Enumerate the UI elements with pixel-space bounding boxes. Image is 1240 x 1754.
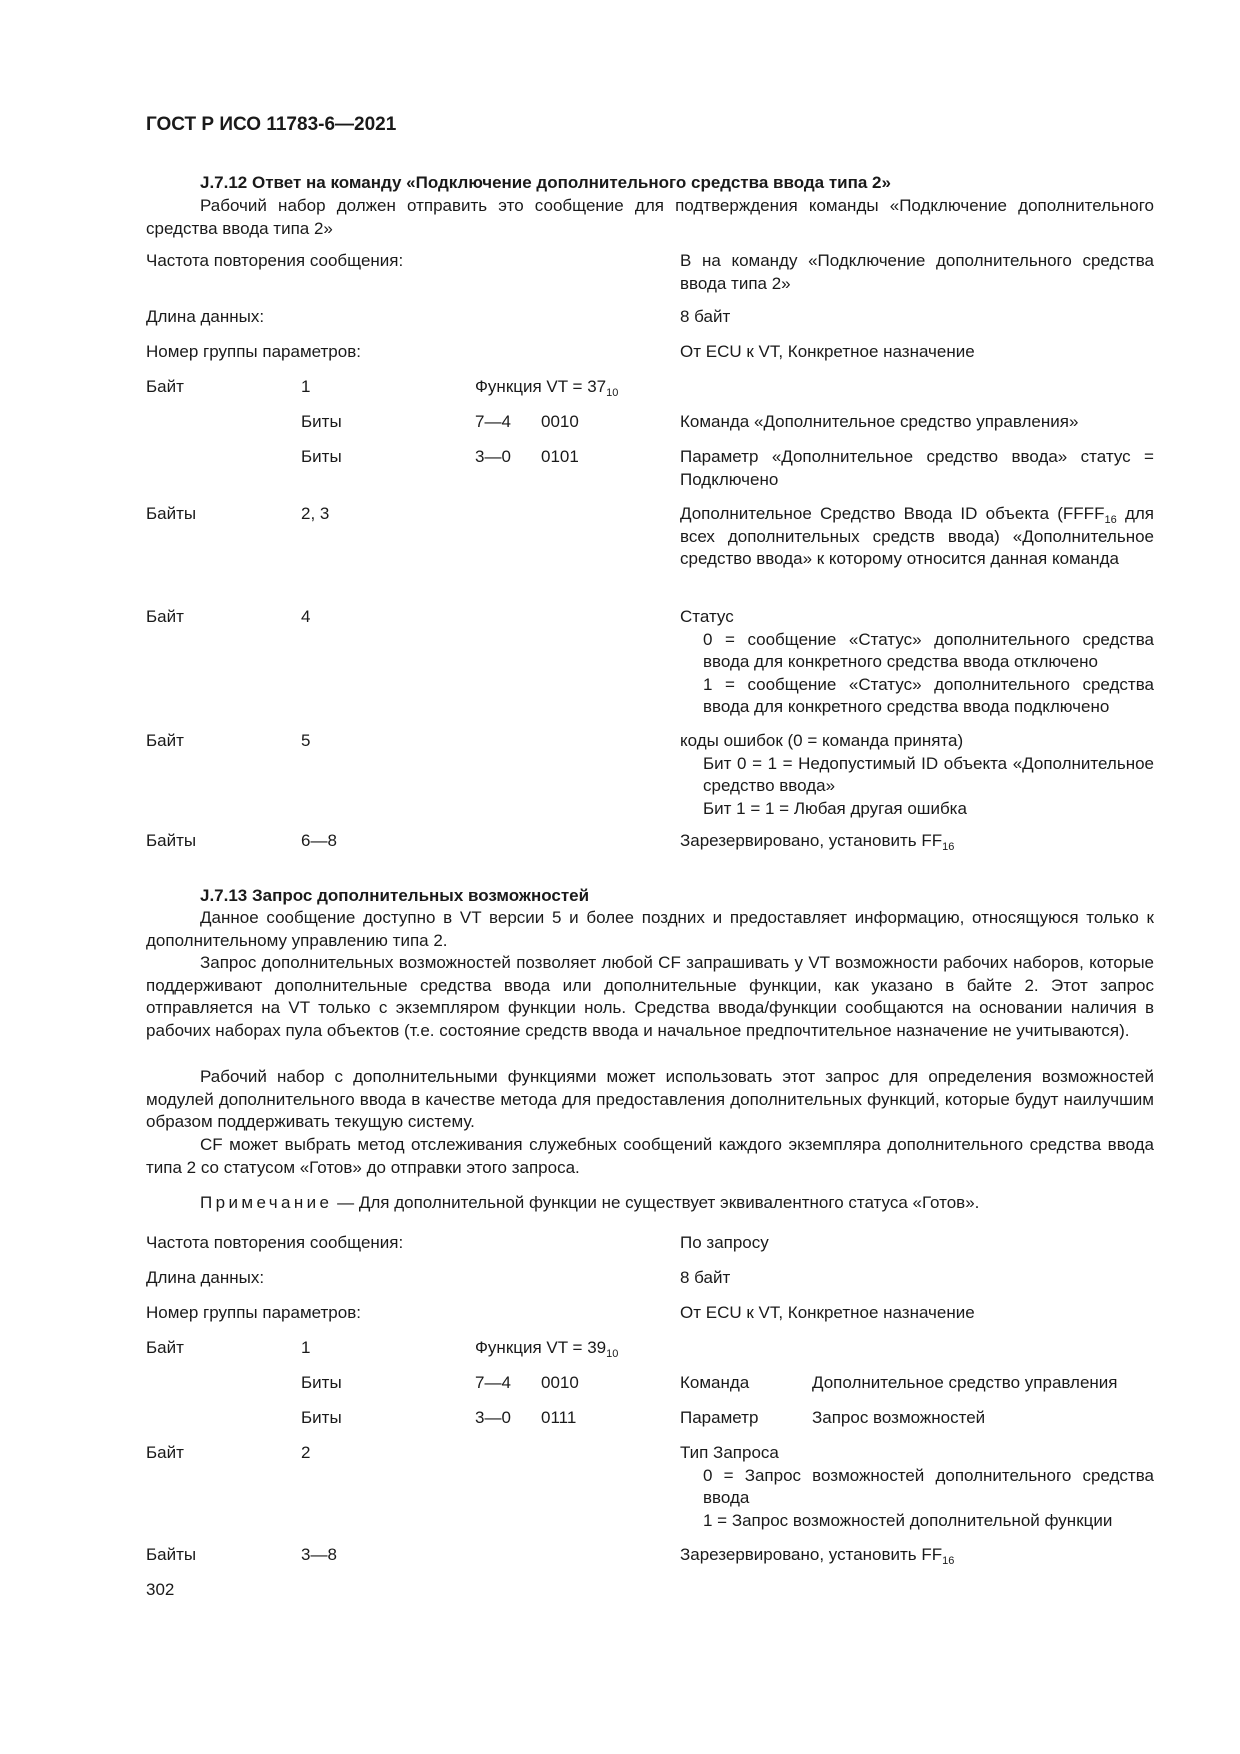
note [200,1192,979,1214]
data-length-label: Длина данных: [146,307,265,326]
bits-range: 7—4 [475,412,511,431]
bits-value: 0101 [541,447,579,466]
status-option-1: 1 = сообщение «Статус» дополнительного средства ввода для конкретного средства ввода подключено [703,674,1154,716]
data-length-label: Длина данных: [146,1268,265,1287]
data-length-value: 8 байт [680,1268,731,1287]
bytes-label: Байты [146,831,197,850]
page-header: ГОСТ Р ИСО 11783-6—2021 [146,114,397,135]
bits-description: Дополнительное средство управления [812,1373,1118,1392]
paragraph-4: CF может выбрать метод отслеживания служебных сообщений каждого экземпляра дополнительного средства ввода типа 2 со статусом «Готов» до отправки этого запроса. [146,1135,1154,1177]
bits-value: 0010 [541,1373,579,1392]
section-intro-j712: Рабочий набор должен отправить это сообщение для подтверждения команды «Подключение дополнительного средства ввода типа 2» [146,196,1154,238]
bits-label: Биты [301,412,342,431]
bits-name: Команда [680,1373,750,1392]
reserved-value: Зарезервировано, установить $FF_{16}$ [680,1545,955,1567]
bits-range: 3—0 [475,447,511,466]
repetition-value: По запросу [680,1233,769,1252]
paragraph-3: Рабочий набор с дополнительными функциями может использовать этот запрос для определения возможностей модулей дополнительного ввода в качестве метода для предоставления дополнительных функций, которые будут наилучшим образом поддерживать текущую систему. [146,1067,1154,1131]
bits-description: Команда «Дополнительное средство управления» [680,412,1079,431]
byte-number: 4 [301,607,311,626]
byte-label: Байт [146,1443,184,1462]
byte-number: 1 [301,377,311,396]
request-type-title: Тип Запроса [680,1443,779,1462]
error-bit-0: Бит 0 = 1 = Недопустимый ID объекта «Дополнительное средство ввода» [703,753,1154,795]
paragraph-2: Запрос дополнительных возможностей позволяет любой CF запрашивать у VT возможности рабочих наборов, которые поддерживают дополнительные средства ввода или дополнительные функции, как указано в байте 2. Этот запрос отправляется на VT только с экземпляром функции ноль. Средства ввода/функции сообщаются на основании наличия в рабочих наборах пула объектов (т.е. состояние средств ввода и начальное предпочтительное назначение не учитываются). [146,953,1154,1040]
error-codes-block [680,730,1154,820]
note-label: Примечание [200,1193,333,1212]
paragraph-1: Данное сообщение доступно в VT версии 5 и более поздних и предоставляет информацию, относящуюся только к дополнительному управлению типа 2. [146,908,1154,950]
bits-label: Биты [301,1408,342,1427]
vt-function: Функция VT = $39_{10}$ [475,1338,619,1360]
object-id-description: Дополнительное Средство Ввода ID объекта ($FFFF_{16}$ для всех дополнительных средств ввода) «Дополнительное средство ввода» к которому относится данная команда [680,504,1154,568]
bits-description: Запрос возможностей [812,1408,986,1427]
bytes-label: Байты [146,504,197,523]
pgn-value: От ECU к VT, Конкретное назначение [680,1303,975,1322]
bits-value: 0010 [541,412,579,431]
data-length-value: 8 байт [680,307,731,326]
note-text: — Для дополнительной функции не существует эквивалентного статуса «Готов». [332,1193,980,1212]
byte-number: 1 [301,1338,311,1357]
status-title: Статус [680,607,734,626]
request-type-option-0: 0 = Запрос возможностей дополнительного средства ввода [703,1465,1154,1507]
status-option-0: 0 = сообщение «Статус» дополнительного средства ввода для конкретного средства ввода отключено [703,629,1154,671]
section-title-j713: J.7.13 Запрос дополнительных возможностей [200,886,590,905]
pgn-label: Номер группы параметров: [146,342,361,361]
byte-label: Байт [146,731,184,750]
bits-range: 3—0 [475,1408,511,1427]
bits-name: Параметр [680,1408,759,1427]
byte-label: Байт [146,607,184,626]
bytes-number: 2, 3 [301,504,330,523]
bits-description: Параметр «Дополнительное средство ввода» статус = Подключено [680,447,1154,489]
error-codes-title: коды ошибок (0 = команда принята) [680,731,964,750]
bits-range: 7—4 [475,1373,511,1392]
page-number: 302 [146,1580,175,1599]
byte-number: 5 [301,731,311,750]
bits-label: Биты [301,447,342,466]
bytes-number: 3—8 [301,1545,337,1564]
request-type-option-1: 1 = Запрос возможностей дополнительной функции [703,1510,1113,1530]
bytes-label: Байты [146,1545,197,1564]
vt-function: Функция VT = $37_{10}$ [475,377,619,399]
byte-label: Байт [146,377,184,396]
pgn-value: От ECU к VT, Конкретное назначение [680,342,975,361]
bits-label: Биты [301,1373,342,1392]
byte-label: Байт [146,1338,184,1357]
error-bit-1: Бит 1 = 1 = Любая другая ошибка [703,798,967,818]
bytes-number: 6—8 [301,831,337,850]
section-title-j712: J.7.12 Ответ на команду «Подключение дополнительного средства ввода типа 2» [200,173,891,192]
reserved-value: Зарезервировано, установить $FF_{16}$ [680,831,955,853]
request-type-block [680,1442,1154,1532]
status-block [680,606,1154,719]
pgn-label: Номер группы параметров: [146,1303,361,1322]
repetition-label: Частота повторения сообщения: [146,251,404,270]
repetition-value: В на команду «Подключение дополнительного средства ввода типа 2» [680,251,1154,293]
repetition-label: Частота повторения сообщения: [146,1233,404,1252]
byte-number: 2 [301,1443,311,1462]
bits-value: 0111 [541,1408,577,1427]
